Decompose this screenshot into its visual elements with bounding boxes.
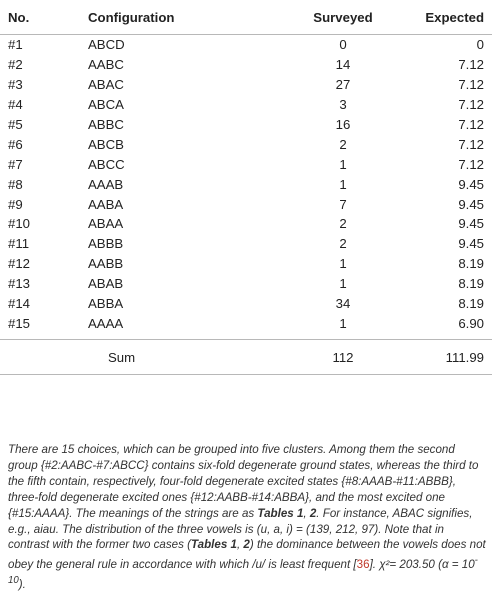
row-expected: 9.45 [458, 176, 484, 192]
row-surveyed: 3 [339, 97, 347, 113]
footnote-table-ref-1: Tables 1 [257, 506, 304, 520]
row-no: #11 [8, 236, 30, 252]
row-no: #5 [8, 117, 23, 132]
footnote-table-ref-3: Tables 1 [191, 538, 237, 552]
row-surveyed: 2 [339, 136, 347, 152]
row-expected: 0 [476, 37, 484, 53]
footnote-table-ref-4: 2 [243, 538, 250, 552]
sum-label: Sum [70, 340, 268, 375]
footnote-sep-2: , [236, 538, 244, 552]
row-configuration: ABBC [88, 117, 124, 132]
table-row [0, 134, 492, 154]
row-configuration: ABBA [88, 296, 124, 312]
row-no: #1 [8, 37, 23, 53]
row-expected: 8.19 [458, 276, 484, 292]
row-expected: 7.12 [458, 136, 484, 152]
row-configuration: ABAB [88, 276, 124, 292]
row-surveyed: 34 [335, 296, 351, 312]
row-configuration: AABA [88, 196, 124, 212]
table-row [0, 95, 492, 115]
row-no: #15 [8, 315, 31, 331]
row-surveyed: 1 [339, 156, 347, 172]
row-no: #13 [8, 276, 31, 292]
table-row [0, 274, 492, 294]
footnote-text-5: ). [18, 577, 26, 591]
row-configuration: ABAA [88, 216, 124, 232]
table-row [0, 313, 492, 333]
table-row [0, 174, 492, 194]
row-expected: 7.12 [458, 97, 484, 113]
row-no: #14 [8, 296, 31, 312]
table-row [0, 115, 492, 135]
row-no: #4 [8, 97, 23, 113]
sum-surveyed: 112 [268, 340, 418, 375]
row-expected: 7.12 [458, 77, 484, 93]
row-configuration: ABAC [88, 77, 124, 93]
footnote-text-3: ) the dominance between the vowels does not obey the general rule in accordance with which /u/ is least frequent [ [8, 538, 486, 572]
footnote-text-1: There are 15 choices, which can be grouped into five clusters. Among them the second group {#2:AABC-#7:ABCC} contains six-fold degenerate ground states, whereas the third to the fifth contain, respectively, four-fold degenerate excited states {#8:AAAB-#11:ABBB}, three-fold degenerate excited ones {#12:AABB-#14:ABBA}, and the most excited one {#15:AAAA}. The meanings of the strings are as [8, 443, 479, 520]
header-configuration: Configuration [70, 0, 268, 35]
sum-no [0, 340, 70, 375]
row-surveyed: 0 [339, 37, 347, 53]
row-configuration: ABBB [88, 236, 124, 252]
row-configuration: ABCB [88, 136, 124, 152]
table-row [0, 194, 492, 214]
row-configuration: ABCC [88, 156, 125, 172]
row-surveyed: 14 [335, 57, 351, 73]
row-configuration: ABCD [88, 37, 125, 53]
row-expected: 7.12 [458, 156, 484, 172]
row-expected: 9.45 [458, 236, 484, 252]
row-expected: 8.19 [458, 296, 484, 312]
row-surveyed: 27 [335, 77, 351, 93]
footnote-sep-1: , [303, 506, 310, 520]
table-row [0, 55, 492, 75]
footnote-exponent: -10 [8, 555, 478, 587]
table-row [0, 75, 492, 95]
row-configuration: AAAA [88, 315, 124, 331]
row-surveyed: 2 [339, 216, 347, 232]
row-configuration: AAAB [88, 176, 124, 192]
table-row [0, 35, 492, 55]
row-no: #9 [8, 196, 23, 212]
row-surveyed: 16 [335, 117, 351, 132]
header-expected: Expected [418, 0, 492, 35]
table-header-row [0, 0, 492, 35]
row-surveyed: 1 [339, 276, 347, 292]
row-expected: 7.12 [458, 57, 484, 73]
citation-link[interactable]: 36 [356, 558, 370, 572]
table-row [0, 214, 492, 234]
table-row [0, 234, 492, 254]
row-surveyed: 1 [339, 176, 347, 192]
header-no: No. [0, 0, 70, 35]
row-expected: 6.90 [458, 315, 484, 331]
footnote-text-4: ]. χ²= 203.50 (α = 10 [369, 558, 475, 572]
footnote-text-2: . For instance, ABAC signifies, e.g., aiau. The distribution of the three vowels is (u, a, i) = (139, 212, 97). Note that in contrast with the former two cases ( [8, 506, 473, 552]
row-no: #3 [8, 77, 23, 93]
table-body [0, 35, 492, 375]
row-no: #12 [8, 256, 31, 272]
row-expected: 9.45 [458, 196, 484, 212]
footnote-table-ref-2: 2 [309, 506, 317, 520]
table-footnote [8, 442, 486, 593]
table-row [0, 254, 492, 274]
row-expected: 9.45 [458, 216, 484, 232]
row-expected: 8.19 [458, 256, 484, 272]
sum-expected: 111.99 [418, 340, 492, 375]
table-row [0, 154, 492, 174]
row-no: #8 [8, 176, 23, 192]
row-no: #6 [8, 136, 23, 152]
row-no: #7 [8, 156, 23, 172]
row-configuration: ABCA [88, 97, 124, 113]
header-surveyed: Surveyed [268, 0, 418, 35]
row-no: #10 [8, 216, 31, 232]
row-configuration: AABB [88, 256, 124, 272]
row-surveyed: 1 [339, 256, 347, 272]
row-no: #2 [8, 57, 23, 73]
sum-row [0, 340, 492, 375]
row-configuration: AABC [88, 57, 124, 73]
table-row [0, 294, 492, 314]
row-surveyed: 2 [339, 236, 347, 252]
row-surveyed: 1 [339, 315, 347, 331]
row-surveyed: 7 [339, 196, 347, 212]
row-expected: 7.12 [458, 117, 484, 132]
